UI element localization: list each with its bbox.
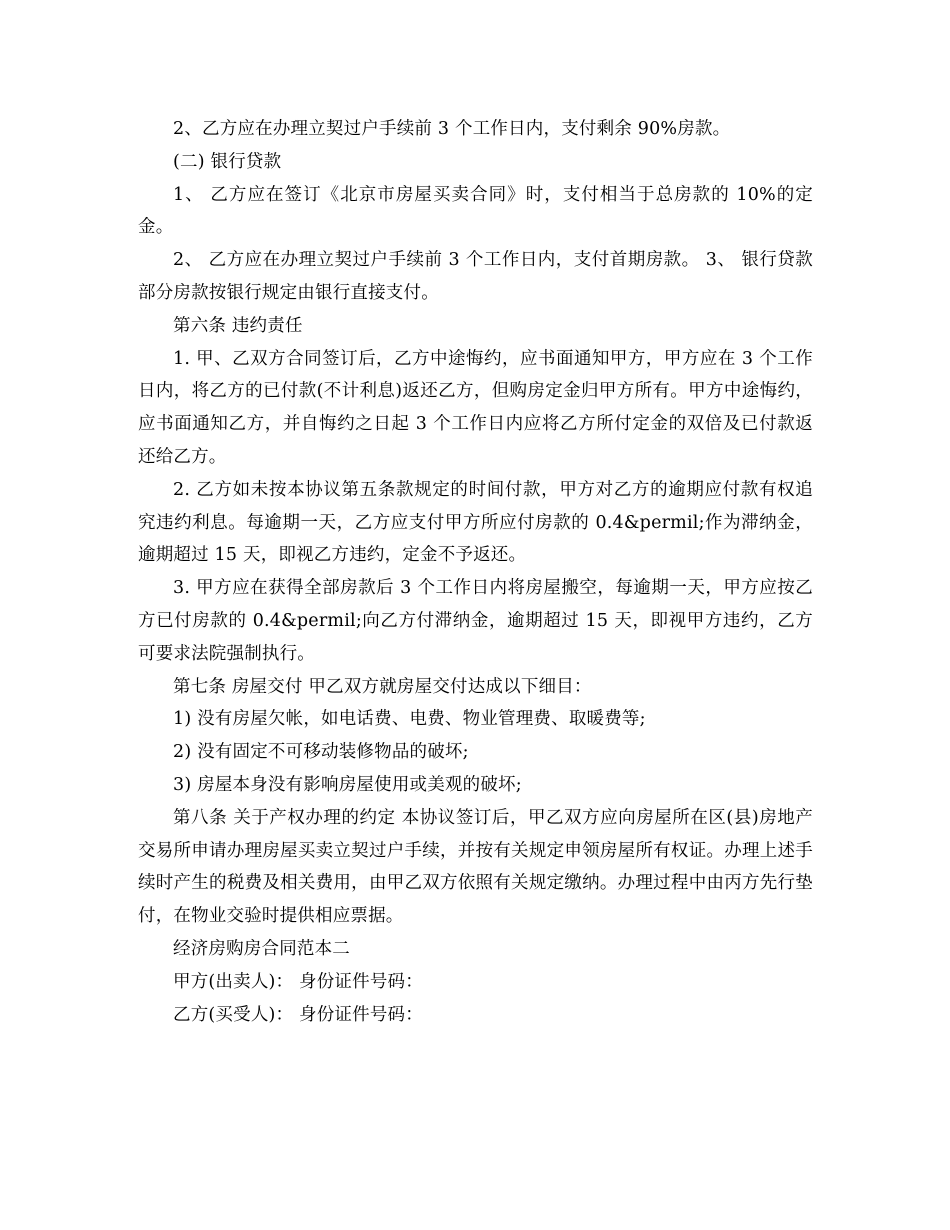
paragraph-payment-remaining: 2、乙方应在办理立契过户手续前 3 个工作日内，支付剩余 90%房款。: [173, 119, 731, 139]
paragraph-bank-loan-heading: (二) 银行贷款: [173, 151, 282, 172]
paragraph-bank-loan-deposit: 1、 乙方应在签订《北京市房屋买卖合同》时，支付相当于总房款的 10%的定金。: [138, 184, 813, 238]
article-eight-paragraph: 第八条 关于产权办理的约定 本协议签订后，甲乙双方应向房屋所在区(县)房地产交易所申请办理房屋买卖立契过户手续，并按有关规定申领房屋所有权证。办理上述手续时产生的税费及相关费用，由甲乙双方依照有关规定缴纳。办理过程中由丙方先行垫付，在物业交验时提供相应票据。: [138, 807, 813, 927]
article-six-heading: 第六条 违约责任: [173, 315, 303, 336]
party-a-line: 甲方(出卖人)： 身份证件号码：: [173, 971, 423, 992]
article-seven-heading: 第七条 房屋交付 甲乙双方就房屋交付达成以下细目：: [173, 676, 592, 697]
article-seven-item-2: 2) 没有固定不可移动装修物品的破坏;: [173, 742, 469, 763]
article-seven-item-1: 1) 没有房屋欠帐，如电话费、电费、物业管理费、取暖费等;: [173, 709, 646, 730]
party-b-line: 乙方(买受人)： 身份证件号码：: [173, 1004, 423, 1025]
sample-contract-two-title: 经济房购房合同范本二: [173, 938, 350, 959]
contract-text-body: [138, 113, 813, 1031]
paragraph-bank-loan-down-payment: 2、 乙方应在办理立契过户手续前 3 个工作日内，支付首期房款。 3、 银行贷款部分房款按银行规定由银行直接支付。: [138, 250, 813, 303]
article-seven-item-3: 3) 房屋本身没有影响房屋使用或美观的破坏;: [173, 774, 522, 795]
article-six-clause-3: 3. 甲方应在获得全部房款后 3 个工作日内将房屋搬空，每逾期一天，甲方应按乙方已付房款的 0.4&permil;向乙方付滞纳金，逾期超过 15 天，即视甲方违约，乙方可要求法院强制执行。: [138, 578, 813, 664]
article-six-clause-1: 1. 甲、乙双方合同签订后，乙方中途悔约，应书面通知甲方，甲方应在 3 个工作日内，将乙方的已付款(不计利息)返还乙方，但购房定金归甲方所有。甲方中途悔约，应书面通知乙方，并自悔约之日起 3 个工作日内应将乙方所付定金的双倍及已付款返还给乙方。: [138, 348, 813, 467]
article-six-clause-2: 2. 乙方如未按本协议第五条款规定的时间付款，甲方对乙方的逾期应付款有权追究违约利息。每逾期一天，乙方应支付甲方所应付房款的 0.4&permil;作为滞纳金，逾期超过 15 天，即视乙方违约，定金不予返还。: [138, 479, 813, 566]
